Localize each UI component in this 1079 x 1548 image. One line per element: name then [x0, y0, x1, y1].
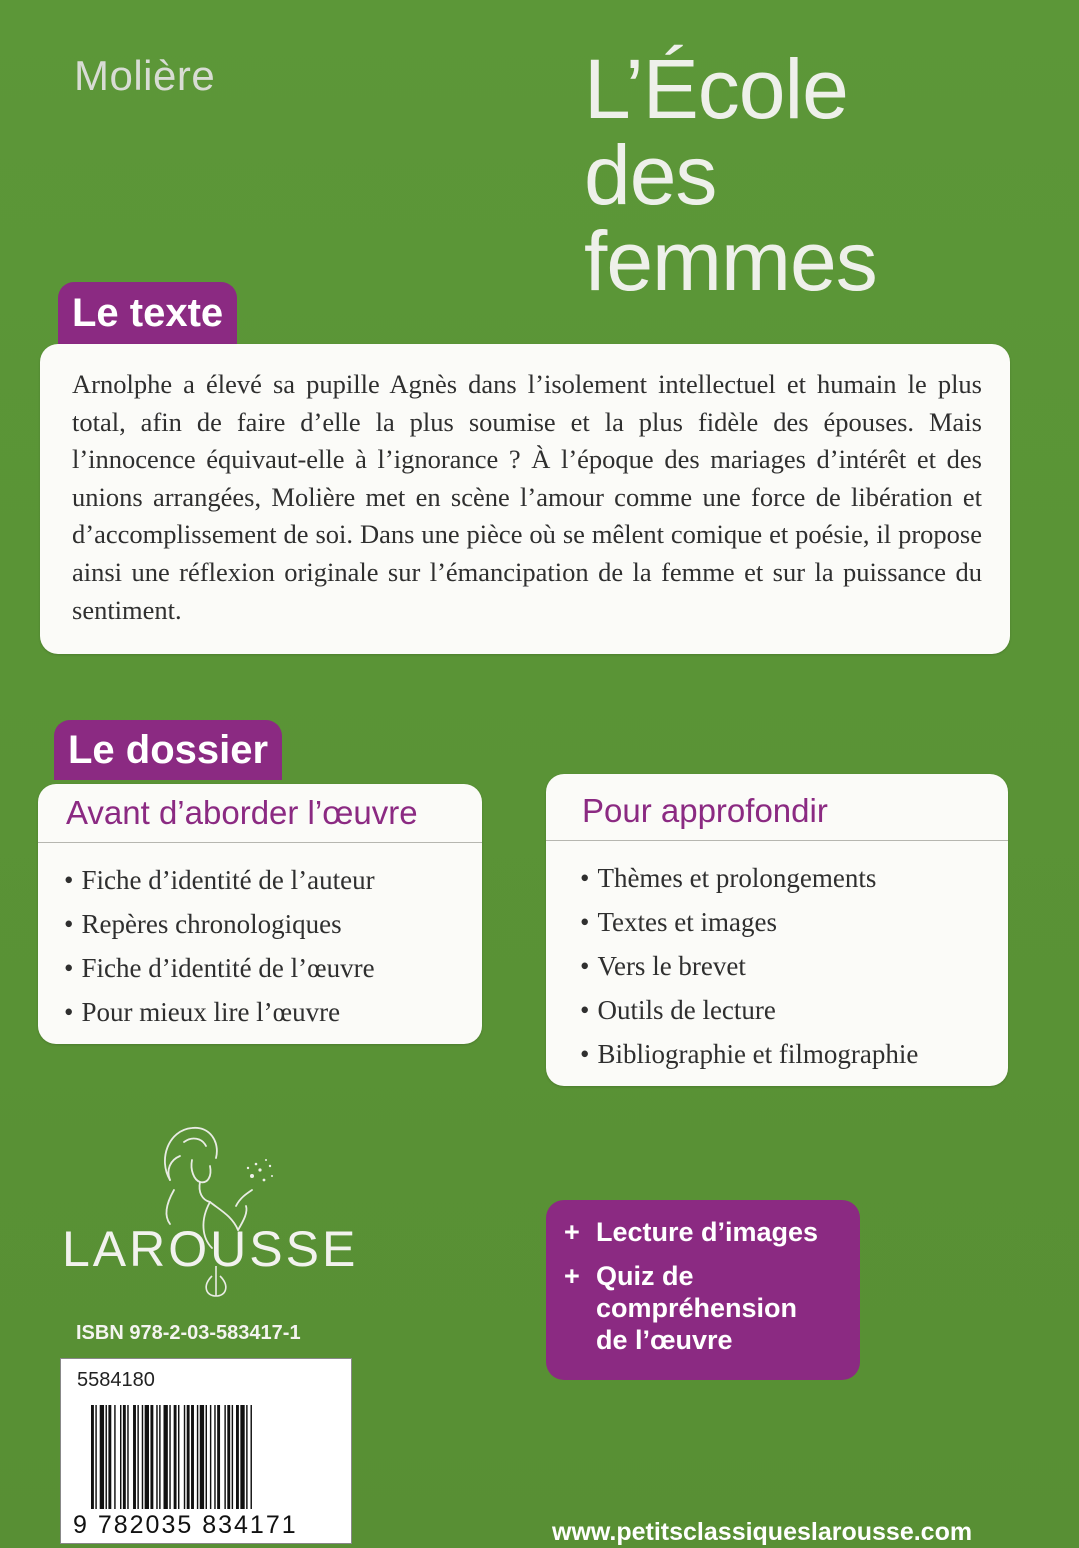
extras-item-label: Quiz de compréhension de l’œuvre [596, 1261, 798, 1355]
dossier-card-heading: Pour approfondir [582, 792, 828, 829]
barcode-bar [214, 1405, 215, 1509]
dossier-card-approfondir [546, 774, 1008, 1086]
summary-card [40, 344, 1010, 654]
list-item [64, 990, 375, 1034]
barcode-bar [240, 1405, 244, 1509]
barcode-bar [137, 1405, 138, 1509]
barcode-bar [133, 1405, 136, 1509]
barcode-bar [206, 1405, 207, 1509]
barcode-bar [156, 1405, 157, 1509]
barcode-bar [142, 1405, 143, 1509]
divider [38, 842, 482, 843]
divider [546, 840, 1008, 841]
list-item [580, 944, 918, 988]
dossier-list [580, 856, 918, 1076]
list-item [64, 858, 375, 902]
title-line-1: L’École [584, 42, 848, 136]
author-name: Molière [74, 52, 216, 99]
section-tab-le-dossier: Le dossier [54, 720, 282, 780]
list-item [580, 900, 918, 944]
list-item-label: Fiche d’identité de l’auteur [81, 865, 375, 895]
list-item-label: Bibliographie et filmographie [597, 1039, 919, 1069]
barcode-bar [114, 1405, 115, 1509]
barcode-bar [145, 1405, 149, 1509]
barcode-bar [100, 1405, 104, 1509]
larousse-logo [62, 1120, 362, 1300]
section-tab-le-texte: Le texte [58, 282, 237, 344]
barcode-bar [184, 1405, 185, 1509]
dossier-card-heading: Avant d’aborder l’œuvre [66, 794, 418, 831]
barcode-bar [251, 1405, 252, 1509]
bullet: • [64, 865, 74, 895]
barcode-bar [159, 1405, 160, 1509]
bullet: • [64, 953, 74, 983]
barcode-bar [210, 1405, 211, 1509]
list-item-label: Textes et images [597, 907, 778, 937]
barcode-bar [187, 1405, 190, 1509]
list-item-label: Pour mieux lire l’œuvre [81, 997, 341, 1027]
barcode-bar [224, 1405, 225, 1509]
list-item [580, 988, 918, 1032]
barcode-digits: 9 782035 834171 [73, 1511, 298, 1539]
barcode-bar [236, 1405, 239, 1509]
book-title [584, 42, 1044, 308]
barcode-box [60, 1358, 352, 1544]
list-item [64, 902, 375, 946]
bullet: • [580, 907, 590, 937]
summary-text: Arnolphe a élevé sa pupille Agnès dans l’isolement intellectuel et humain le plus total, afin de faire d’elle la plus soumise et la plus fidèle des épouses. Mais l’innocence équivaut-elle à l’ignorance ? À l’époque des mariages d’intérêt et des unions arrangées, Molière met en scène l’amour comme une force de libération et d’accomplissement de soi. Dans une pièce où se mêlent comique et poésie, il propose ainsi une réflexion originale sur l’émancipation de la femme et sur la puissance du sentiment. [72, 369, 982, 625]
barcode-bar [106, 1405, 107, 1509]
list-item [64, 946, 375, 990]
barcode-bar [123, 1405, 126, 1509]
list-item [580, 1032, 918, 1076]
extras-item [564, 1216, 818, 1248]
bullet: • [64, 909, 74, 939]
barcode-bar [164, 1405, 168, 1509]
barcode-bar [197, 1405, 198, 1509]
title-line-2: des [584, 128, 717, 222]
extras-list [564, 1216, 818, 1368]
bullet: • [64, 997, 74, 1027]
bullet: • [580, 995, 590, 1025]
list-item-label: Fiche d’identité de l’œuvre [81, 953, 375, 983]
barcode-bar [246, 1405, 247, 1509]
plus-icon: + [564, 1261, 580, 1291]
barcode-code: 5584180 [77, 1369, 155, 1391]
list-item-label: Vers le brevet [597, 951, 746, 981]
barcode-bar [95, 1405, 96, 1509]
title-line-3: femmes [584, 214, 877, 308]
barcode-bar [227, 1405, 230, 1509]
barcode-bar [191, 1405, 194, 1509]
dossier-list [64, 858, 375, 1034]
barcode-bar [91, 1405, 94, 1509]
barcode-bar [232, 1405, 233, 1509]
barcode-bar [200, 1405, 204, 1509]
barcode-icon [91, 1405, 327, 1515]
extras-item-label: Lecture d’images [596, 1217, 819, 1247]
barcode-bar [150, 1405, 153, 1509]
barcode-bar [217, 1405, 220, 1509]
website-link[interactable]: www.petitsclassiqueslarousse.com [552, 1518, 973, 1546]
list-item-label: Outils de lecture [597, 995, 776, 1025]
barcode-bar [120, 1405, 121, 1509]
extras-box [546, 1200, 860, 1380]
list-item [580, 856, 918, 900]
barcode-bar [174, 1405, 177, 1509]
larousse-wordmark: LAROUSSE [62, 1221, 359, 1277]
list-item-label: Thèmes et prolongements [597, 863, 877, 893]
bullet: • [580, 863, 590, 893]
barcode-bar [169, 1405, 170, 1509]
extras-item [564, 1260, 818, 1356]
bullet: • [580, 951, 590, 981]
barcode-bar [127, 1405, 128, 1509]
isbn: ISBN 978-2-03-583417-1 [76, 1322, 301, 1344]
barcode-bar [108, 1405, 111, 1509]
plus-icon: + [564, 1217, 580, 1247]
barcode-bar [178, 1405, 179, 1509]
list-item-label: Repères chronologiques [81, 909, 342, 939]
bullet: • [580, 1039, 590, 1069]
dossier-card-avant [38, 784, 482, 1044]
